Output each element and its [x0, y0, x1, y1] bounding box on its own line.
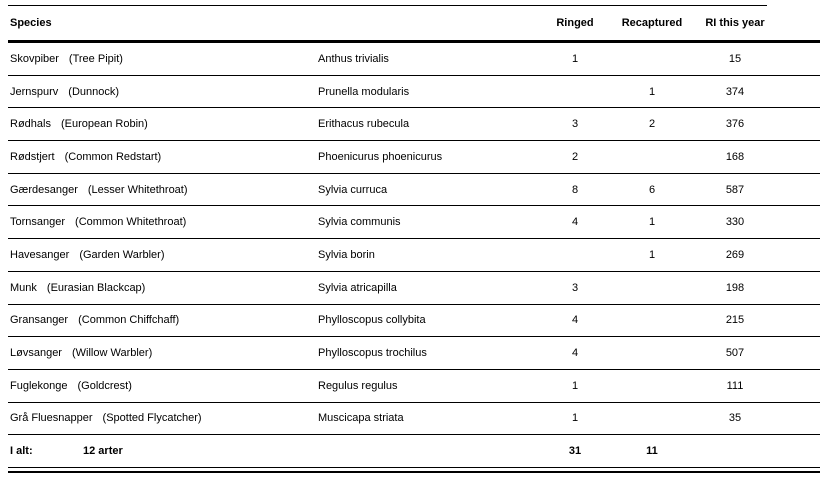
table-row — [8, 108, 820, 141]
species-english-name: (Common Redstart) — [64, 150, 162, 163]
species-latin-name: Muscicapa striata — [318, 412, 404, 425]
table-row — [8, 76, 820, 109]
col-header-ringed: Ringed — [556, 17, 594, 29]
species-english-name: (Common Whitethroat) — [75, 216, 187, 229]
species-danish-name: Grå Fluesnapper — [10, 412, 93, 425]
table-row — [8, 403, 820, 436]
species-danish-name: Løvsanger — [10, 347, 62, 360]
species-latin-name: Sylvia communis — [318, 216, 401, 229]
total-species-count: 12 arter — [83, 445, 123, 458]
ri-this-year-count: 35 — [728, 412, 742, 425]
ringed-count: 8 — [571, 183, 579, 196]
species-latin-name: Phylloscopus trochilus — [318, 347, 427, 360]
ri-this-year-count: 507 — [725, 347, 745, 360]
species-latin-name: Regulus regulus — [318, 379, 398, 392]
ringed-count: 1 — [571, 379, 579, 392]
ringing-results-table — [8, 5, 820, 473]
species-danish-name: Jernspurv — [10, 85, 59, 98]
species-latin-name: Phoenicurus phoenicurus — [318, 150, 443, 163]
table-row — [8, 337, 820, 370]
table-row — [8, 141, 820, 174]
total-cell — [8, 445, 318, 457]
species-english-name: (Tree Pipit) — [68, 52, 123, 65]
species-cell — [8, 347, 318, 359]
recaptured-count: 1 — [648, 85, 656, 98]
col-header-species: Species — [10, 17, 52, 29]
table-header-row — [8, 6, 820, 40]
species-danish-name: Skovpiber — [10, 52, 59, 65]
species-english-name: (Willow Warbler) — [71, 347, 153, 360]
ri-this-year-count: 587 — [725, 183, 745, 196]
ri-this-year-count: 168 — [725, 150, 745, 163]
species-latin-name: Sylvia curruca — [318, 183, 388, 196]
ringed-count: 3 — [571, 118, 579, 131]
species-cell — [8, 151, 318, 163]
species-danish-name: Rødhals — [10, 118, 51, 131]
species-english-name: (Common Chiffchaff) — [78, 314, 180, 327]
species-danish-name: Havesanger — [10, 248, 70, 261]
species-danish-name: Fuglekonge — [10, 379, 68, 392]
species-cell — [8, 282, 318, 294]
recaptured-count: 1 — [648, 248, 656, 261]
table-row — [8, 370, 820, 403]
ri-this-year-count: 15 — [728, 52, 742, 65]
species-english-name: (Garden Warbler) — [79, 248, 165, 261]
ri-this-year-count: 269 — [725, 248, 745, 261]
ri-this-year-count: 198 — [725, 281, 745, 294]
ri-this-year-count: 330 — [725, 216, 745, 229]
ringed-count: 1 — [571, 52, 579, 65]
species-danish-name: Tornsanger — [10, 216, 66, 229]
recaptured-count: 2 — [648, 118, 656, 131]
species-cell — [8, 184, 318, 196]
ringed-count: 4 — [571, 314, 579, 327]
table-total-row — [8, 435, 820, 468]
species-danish-name: Rødstjert — [10, 150, 55, 163]
recaptured-count: 6 — [648, 183, 656, 196]
total-recaptured-count: 11 — [646, 445, 658, 458]
species-english-name: (Dunnock) — [68, 85, 120, 98]
table-row — [8, 239, 820, 272]
species-cell — [8, 380, 318, 392]
table-row — [8, 174, 820, 207]
species-danish-name: Gærdesanger — [10, 183, 78, 196]
species-danish-name: Gransanger — [10, 314, 69, 327]
species-latin-name: Sylvia borin — [318, 248, 375, 261]
species-english-name: (Lesser Whitethroat) — [87, 183, 188, 196]
ri-this-year-count: 111 — [726, 379, 744, 392]
species-latin-name: Sylvia atricapilla — [318, 281, 397, 294]
total-ringed-count: 31 — [568, 445, 582, 458]
ri-this-year-count: 374 — [725, 85, 745, 98]
species-cell — [8, 53, 318, 65]
species-english-name: (European Robin) — [60, 118, 148, 131]
ringed-count: 1 — [571, 412, 579, 425]
ringed-count: 3 — [571, 281, 579, 294]
recaptured-count: 1 — [648, 216, 656, 229]
species-latin-name: Phylloscopus collybita — [318, 314, 426, 327]
table-row — [8, 206, 820, 239]
species-latin-name: Anthus trivialis — [318, 52, 389, 65]
species-cell — [8, 249, 318, 261]
species-english-name: (Eurasian Blackcap) — [46, 281, 146, 294]
species-latin-name: Prunella modularis — [318, 85, 410, 98]
species-english-name: (Spotted Flycatcher) — [102, 412, 202, 425]
ringed-count: 2 — [571, 150, 579, 163]
table-row — [8, 43, 820, 76]
ringed-count: 4 — [571, 216, 579, 229]
col-header-recaptured: Recaptured — [621, 17, 683, 29]
table-bottom-border — [8, 471, 820, 473]
total-label: I alt: — [10, 445, 33, 458]
species-cell — [8, 118, 318, 130]
species-english-name: (Goldcrest) — [77, 379, 132, 392]
col-header-ri-this-year: RI this year — [705, 17, 765, 29]
ri-this-year-count: 376 — [725, 118, 745, 131]
species-cell — [8, 314, 318, 326]
table-row — [8, 272, 820, 305]
species-cell — [8, 412, 318, 424]
species-cell — [8, 216, 318, 228]
ringed-count: 4 — [571, 347, 579, 360]
table-row — [8, 305, 820, 338]
species-danish-name: Munk — [10, 281, 37, 294]
ri-this-year-count: 215 — [725, 314, 745, 327]
species-cell — [8, 86, 318, 98]
species-latin-name: Erithacus rubecula — [318, 118, 410, 131]
